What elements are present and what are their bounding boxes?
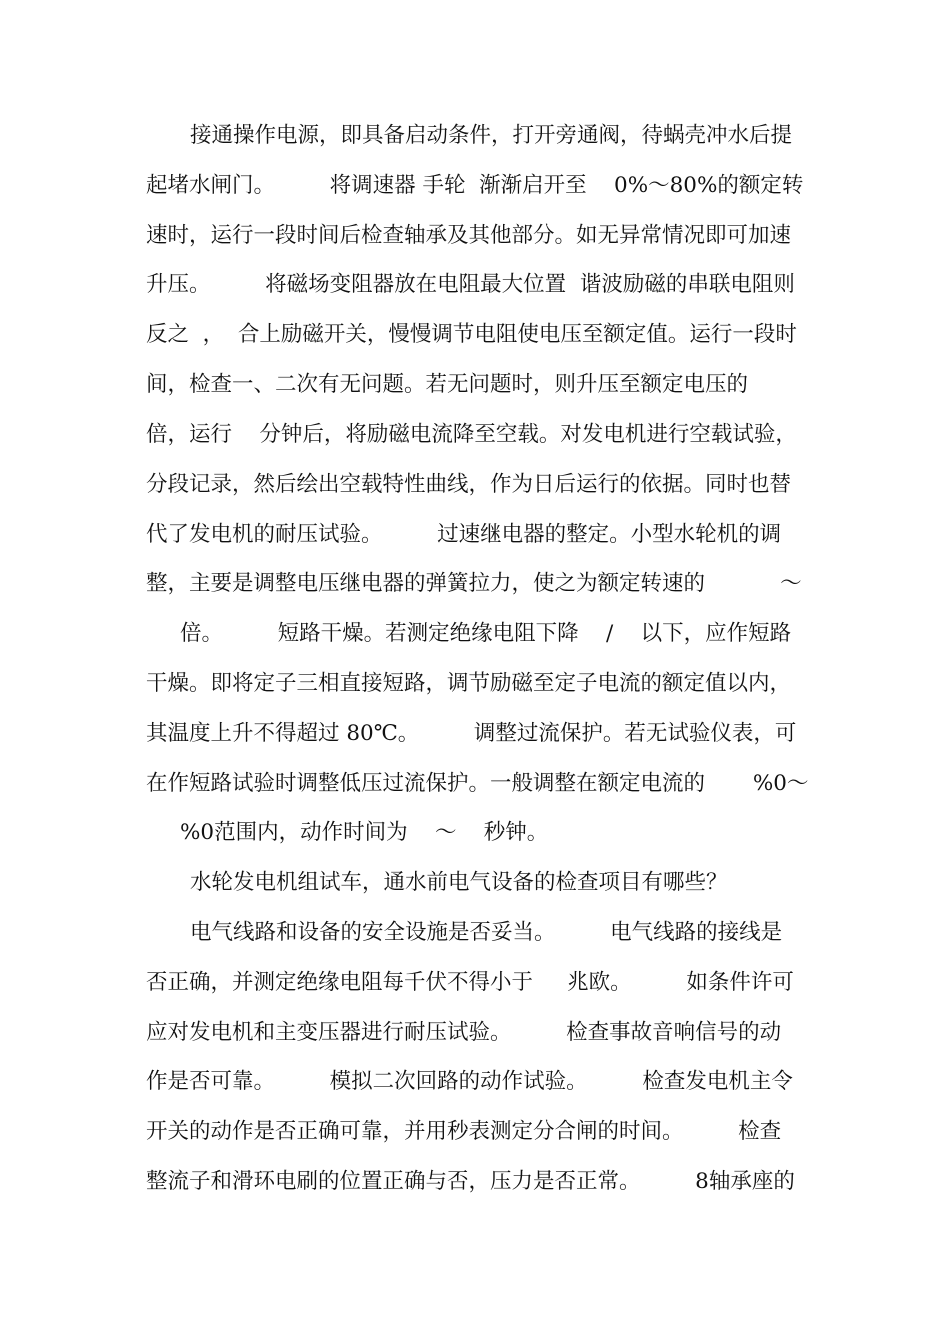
section-question: 水轮发电机组试车，通水前电气设备的检查项目有哪些？ xyxy=(190,870,728,895)
text-line: 倍。 短路干燥。若测定绝缘电阻下降 / 以下，应作短路 xyxy=(180,621,792,646)
text-line: 干燥。即将定子三相直接短路，调节励磁至定子电流的额定值以内， xyxy=(146,671,792,696)
text-line: 速时，运行一段时间后检查轴承及其他部分。如无异常情况即可加速 xyxy=(146,223,792,248)
text-line: 代了发电机的耐压试验。 过速继电器的整定。小型水轮机的调 xyxy=(146,522,782,547)
text-line: 否正确，并测定绝缘电阻每千伏不得小于 兆欧。 如条件许可 xyxy=(146,970,794,995)
text-line: 应对发电机和主变压器进行耐压试验。 检查事故音响信号的动 xyxy=(146,1020,782,1045)
text-line: 整流子和滑环电刷的位置正确与否，压力是否正常。 8轴承座的 xyxy=(146,1169,795,1194)
text-line: 接通操作电源，即具备启动条件，打开旁通阀，待蜗壳冲水后提 xyxy=(190,123,793,148)
text-line: 升压。 将磁场变阻器放在电阻最大位置 谐波励磁的串联电阻则 xyxy=(146,272,795,297)
text-line: 反之 ， 合上励磁开关，慢慢调节电阻使电压至额定值。运行一段时 xyxy=(146,322,797,347)
text-line: 分段记录，然后绘出空载特性曲线，作为日后运行的依据。同时也替 xyxy=(146,472,792,497)
text-line: 开关的动作是否正确可靠，并用秒表测定分合闸的时间。 检查 xyxy=(146,1119,782,1144)
text-line: 其温度上升不得超过 80℃。 调整过流保护。若无试验仪表，可 xyxy=(146,721,797,746)
text-line: %0范围内，动作时间为 ～ 秒钟。 xyxy=(180,820,549,845)
text-line: 在作短路试验时调整低压过流保护。一般调整在额定电流的 %0～ xyxy=(146,771,809,796)
text-line: 电气线路和设备的安全设施是否妥当。 电气线路的接线是 xyxy=(190,920,783,945)
text-line: 作是否可靠。 模拟二次回路的动作试验。 检查发电机主令 xyxy=(146,1069,793,1094)
text-line: 起堵水闸门。 将调速器 手轮 渐渐启开至 0%～80%的额定转 xyxy=(146,173,804,198)
text-line: 整，主要是调整电压继电器的弹簧拉力，使之为额定转速的 ～ xyxy=(146,571,802,596)
text-line: 间，检查一、二次有无问题。若无问题时，则升压至额定电压的 xyxy=(146,372,749,397)
text-line: 倍，运行 分钟后，将励磁电流降至空载。对发电机进行空载试验， xyxy=(146,422,797,447)
